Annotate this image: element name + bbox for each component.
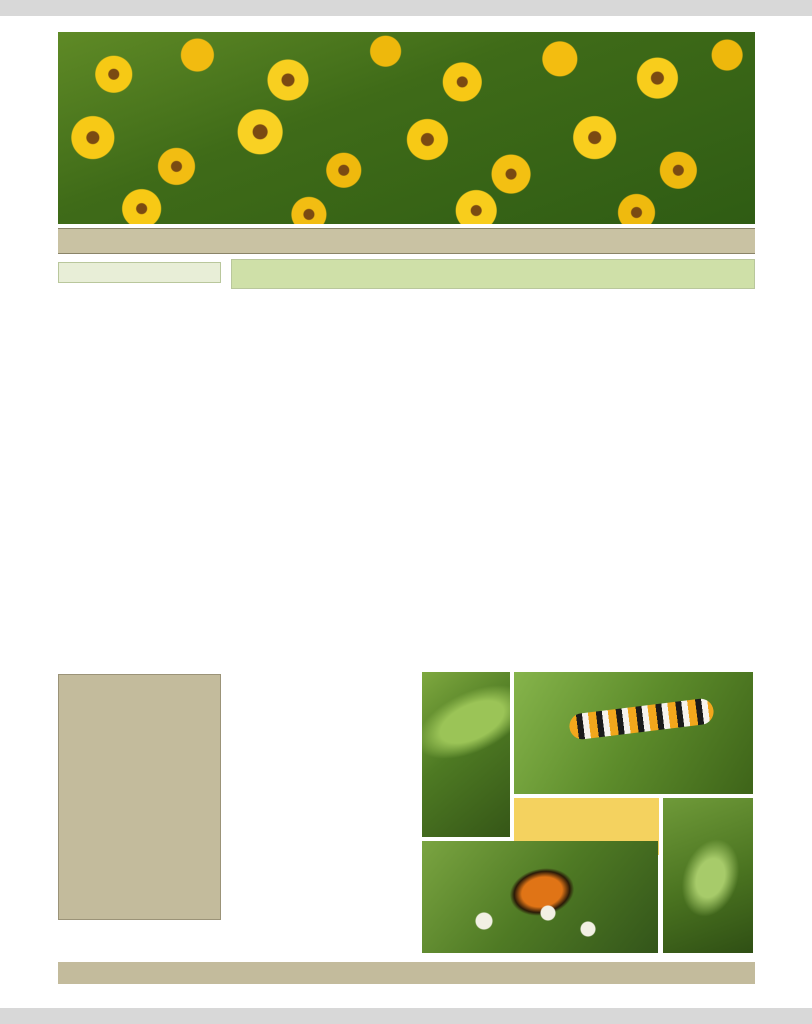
page-bottom-margin bbox=[0, 1008, 812, 1024]
monarch-butterfly-photo bbox=[422, 841, 658, 953]
monarch-caterpillar-photo bbox=[514, 672, 753, 794]
table-of-contents bbox=[58, 262, 221, 283]
next-meeting-box bbox=[58, 674, 221, 920]
photo-collage bbox=[422, 672, 753, 947]
article-body bbox=[237, 298, 753, 309]
footer-bar bbox=[58, 962, 755, 984]
toc-title bbox=[59, 269, 220, 274]
flower-centers-decoration bbox=[58, 32, 755, 224]
masthead-banner bbox=[58, 32, 755, 224]
milkweed-photo bbox=[422, 672, 510, 837]
page-top-margin bbox=[0, 0, 812, 16]
milkweed-plant-photo bbox=[663, 798, 753, 953]
article-header bbox=[231, 259, 755, 289]
chapter-bar bbox=[58, 228, 755, 254]
